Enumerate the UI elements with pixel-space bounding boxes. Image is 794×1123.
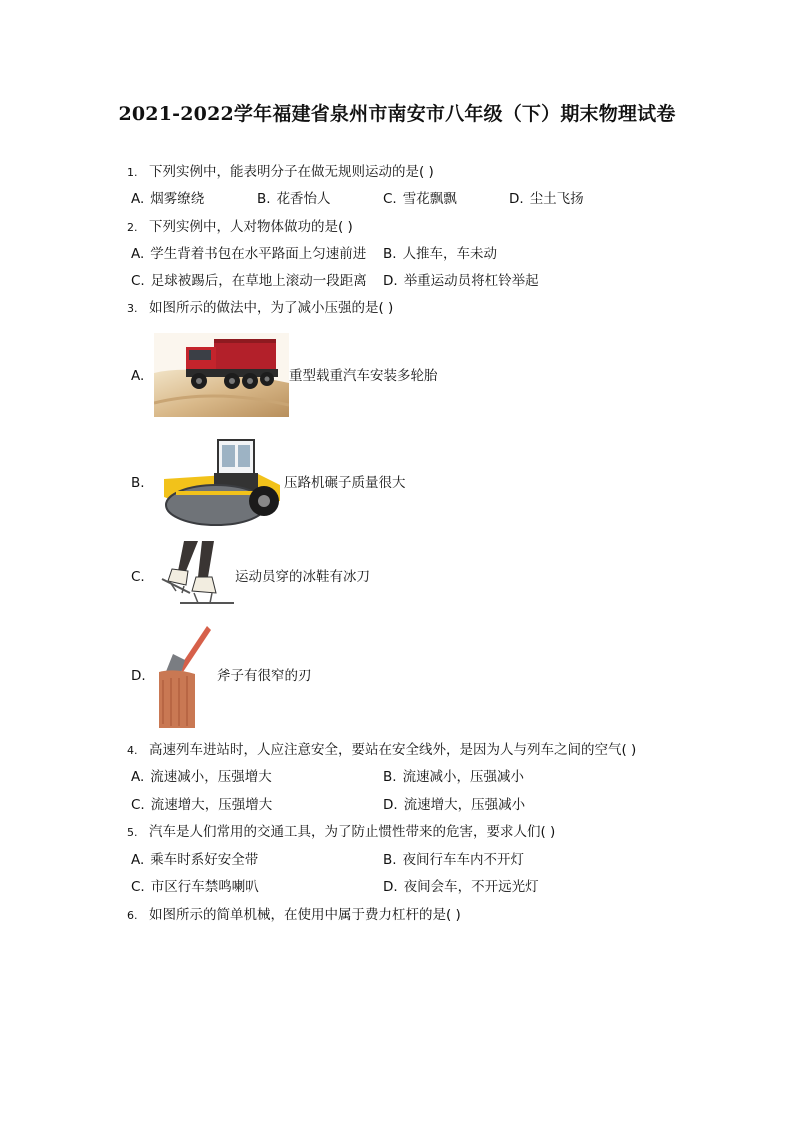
option-2d: D. 举重运动员将杠铃举起 [383, 273, 539, 289]
option-2a: A. 学生背着书包在水平路面上匀速前进 [131, 246, 367, 262]
dump-truck-image [154, 333, 289, 417]
question-number: 4. [127, 744, 138, 757]
question-number: 5. [127, 826, 138, 839]
question-text: 下列实例中，人对物体做功的是( ) [149, 219, 353, 235]
question-2 [127, 218, 353, 237]
question-5 [127, 823, 555, 842]
option-3a-text: 重型载重汽车安装多轮胎 [289, 368, 438, 384]
option-4c: C. 流速增大，压强增大 [131, 797, 273, 813]
axe-image [155, 624, 213, 730]
option-3c-letter: C. [131, 569, 145, 585]
question-number: 3. [127, 302, 138, 315]
option-1c: C. 雪花飘飘 [383, 191, 457, 207]
question-4 [127, 741, 636, 760]
option-3c-text: 运动员穿的冰鞋有冰刀 [235, 569, 370, 585]
option-5b: B. 夜间行车车内不开灯 [383, 852, 525, 868]
question-number: 6. [127, 909, 138, 922]
question-text: 如图所示的做法中，为了减小压强的是( ) [149, 300, 394, 316]
option-1b: B. 花香怡人 [257, 191, 331, 207]
option-3b-letter: B. [131, 475, 145, 491]
option-5c: C. 市区行车禁鸣喇叭 [131, 879, 259, 895]
option-3b-text: 压路机碾子质量很大 [284, 475, 406, 491]
question-1 [127, 163, 434, 182]
road-roller-image [156, 437, 283, 528]
option-5a: A. 乘车时系好安全带 [131, 852, 259, 868]
ice-skates-image [158, 541, 236, 608]
option-2c: C. 足球被踢后，在草地上滚动一段距离 [131, 273, 367, 289]
option-4a: A. 流速减小，压强增大 [131, 769, 272, 785]
question-6 [127, 906, 461, 925]
exam-title: 2021-2022学年福建省泉州市南安市八年级（下）期末物理试卷 [118, 103, 676, 125]
option-4d: D. 流速增大，压强减小 [383, 797, 526, 813]
option-1a: A. 烟雾缭绕 [131, 191, 205, 207]
question-text: 如图所示的简单机械，在使用中属于费力杠杆的是( ) [149, 907, 461, 923]
option-5d: D. 夜间会车，不开远光灯 [383, 879, 539, 895]
question-3 [127, 299, 393, 318]
option-4b: B. 流速减小，压强减小 [383, 769, 525, 785]
question-number: 2. [127, 221, 138, 234]
option-1d: D. 尘土飞扬 [509, 191, 584, 207]
option-2b: B. 人推车，车未动 [383, 246, 498, 262]
option-3a-letter: A. [131, 368, 145, 384]
question-number: 1. [127, 166, 138, 179]
option-3d-letter: D. [131, 668, 146, 684]
question-text: 高速列车进站时，人应注意安全，要站在安全线外，是因为人与列车之间的空气( ) [149, 742, 637, 758]
question-text: 汽车是人们常用的交通工具，为了防止惯性带来的危害，要求人们( ) [149, 824, 556, 840]
question-text: 下列实例中，能表明分子在做无规则运动的是( ) [149, 164, 434, 180]
option-3d-text: 斧子有很窄的刃 [217, 668, 312, 684]
